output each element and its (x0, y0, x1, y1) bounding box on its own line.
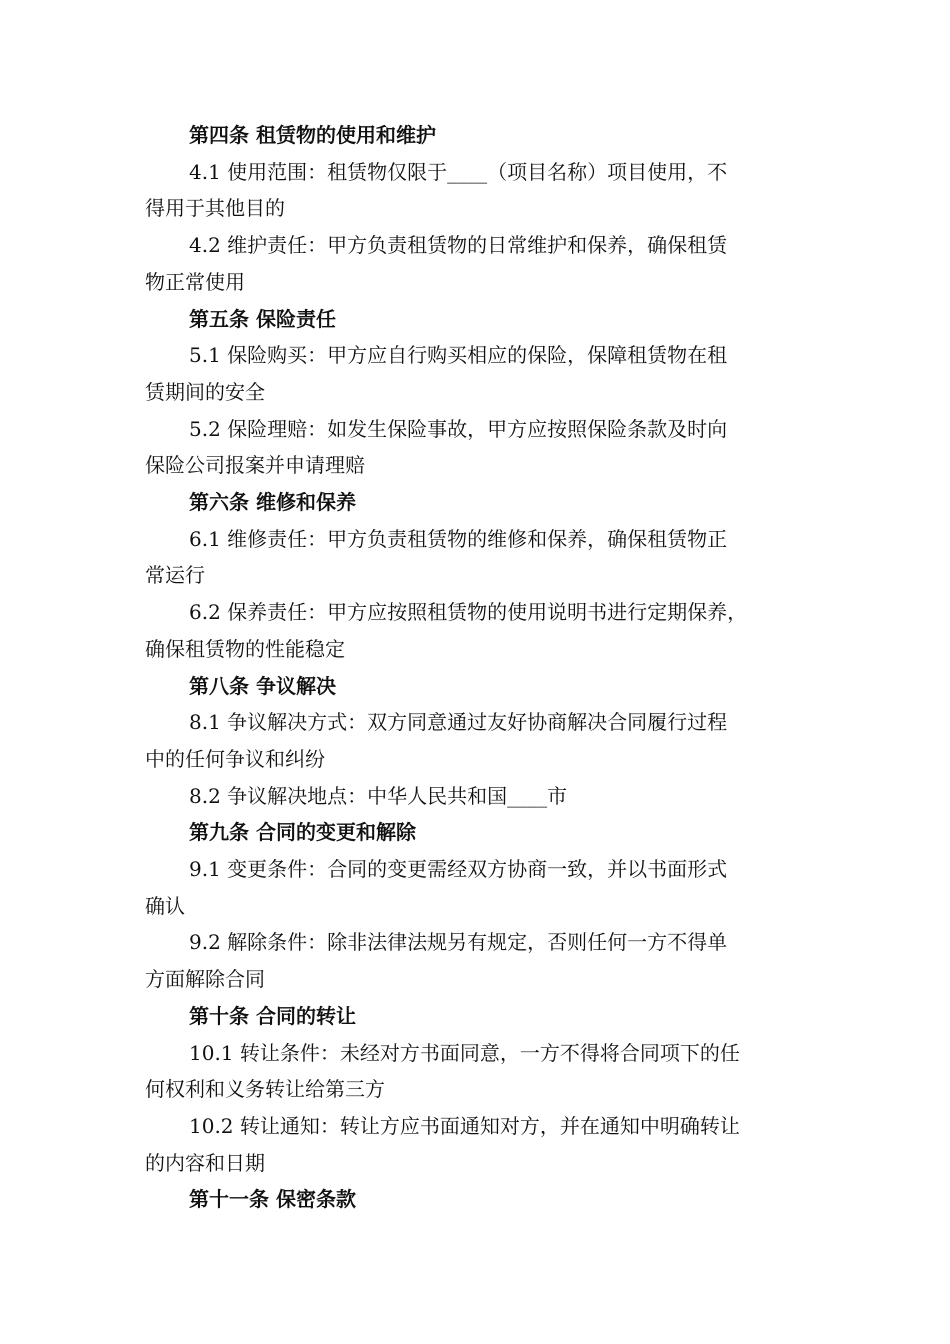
clause-line: 8.1 争议解决方式：双方同意通过友好协商解决合同履行过程 (189, 710, 728, 735)
clause-continuation: 的内容和日期 (145, 1150, 265, 1175)
section-heading: 第六条 维修和保养 (189, 490, 356, 515)
clause-continuation: 得用于其他目的 (145, 196, 285, 221)
document-body (145, 117, 810, 1218)
section-heading: 第十条 合同的转让 (189, 1003, 356, 1028)
clause-line: 6.2 保养责任：甲方应按照租赁物的使用说明书进行定期保养， (189, 600, 748, 625)
clause-line: 8.2 争议解决地点：中华人民共和国____市 (189, 783, 568, 808)
clause-continuation: 确保租赁物的性能稳定 (145, 636, 345, 661)
clause-line: 5.2 保险理赔：如发生保险事故，甲方应按照保险条款及时向 (189, 416, 728, 441)
section-heading: 第九条 合同的变更和解除 (189, 820, 416, 845)
section-heading: 第八条 争议解决 (189, 673, 336, 698)
clause-line: 6.1 维修责任：甲方负责租赁物的维修和保养，确保租赁物正 (189, 526, 728, 551)
clause-line: 5.1 保险购买：甲方应自行购买相应的保险，保障租赁物在租 (189, 343, 728, 368)
clause-continuation: 中的任何争议和纠纷 (145, 746, 325, 771)
clause-continuation: 保险公司报案并申请理赔 (145, 453, 365, 478)
clause-continuation: 常运行 (145, 563, 205, 588)
clause-line: 4.1 使用范围：租赁物仅限于____（项目名称）项目使用，不 (189, 159, 728, 184)
clause-line: 9.1 变更条件：合同的变更需经双方协商一致，并以书面形式 (189, 857, 728, 882)
clause-line: 10.1 转让条件：未经对方书面同意，一方不得将合同项下的任 (189, 1040, 740, 1065)
clause-line: 4.2 维护责任：甲方负责租赁物的日常维护和保养，确保租赁 (189, 233, 728, 258)
clause-continuation: 物正常使用 (145, 269, 245, 294)
clause-continuation: 何权利和义务转让给第三方 (145, 1077, 385, 1102)
section-heading: 第十一条 保密条款 (189, 1187, 356, 1212)
clause-continuation: 确认 (145, 893, 185, 918)
clause-continuation: 方面解除合同 (145, 967, 265, 992)
clause-continuation: 赁期间的安全 (145, 379, 265, 404)
clause-line: 9.2 解除条件：除非法律法规另有规定，否则任何一方不得单 (189, 930, 728, 955)
clause-line: 10.2 转让通知：转让方应书面通知对方，并在通知中明确转让 (189, 1113, 740, 1138)
section-heading: 第四条 租赁物的使用和维护 (189, 123, 436, 147)
section-heading: 第五条 保险责任 (189, 306, 336, 331)
